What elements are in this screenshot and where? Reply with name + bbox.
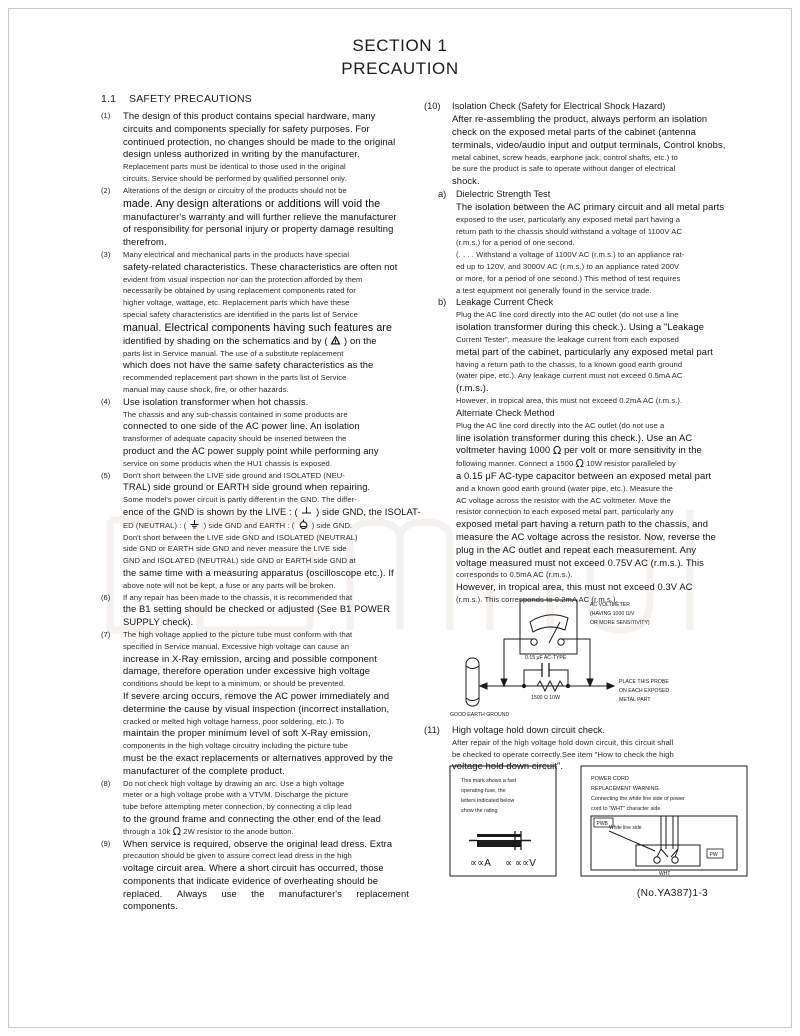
text-line: having a return path to the chassis, to a known good earth ground bbox=[456, 359, 683, 369]
text-line: When service is required, observe the original lead dress. Extra bbox=[123, 837, 393, 849]
text-line: maintain the proper minimum level of soft X-Ray emission, bbox=[123, 727, 371, 739]
power-cord-title-1: POWER CORD bbox=[591, 776, 629, 782]
text-line: therefrom. bbox=[123, 236, 167, 248]
text-line: line isolation transformer during this check.). Use an AC bbox=[456, 431, 693, 443]
text-line: following manner. Connect a 1500 Ω 10W resistor paralleled by bbox=[456, 457, 676, 471]
fuse-mark-box bbox=[450, 766, 556, 876]
text-line: The chassis and any sub-chassis contained in some products are bbox=[123, 409, 348, 419]
text-line: The high voltage applied to the picture tube must conform with that bbox=[123, 629, 353, 639]
numbered-item bbox=[101, 629, 409, 778]
numbered-item bbox=[438, 188, 732, 296]
text-line: necessarily be obtained by using replacement components rated for bbox=[123, 286, 356, 296]
text-line: manufacturer of the complete product. bbox=[123, 764, 285, 776]
text-line: (r.m.s.) for a period of one second. bbox=[456, 238, 575, 248]
item-body bbox=[101, 778, 409, 838]
text-line: determine the cause by visual inspection (incorrect installation, bbox=[123, 702, 390, 714]
text-line: The design of this product contains special hardware, many bbox=[123, 110, 376, 121]
text-line: isolation transformer during this check.). Using a "Leakage bbox=[456, 321, 705, 333]
item-body bbox=[101, 249, 409, 396]
numbered-item bbox=[424, 100, 732, 188]
isolated-ground-icon bbox=[188, 519, 201, 530]
text-line: cracked or melted high voltage harness, poor soldering, etc.). To bbox=[123, 716, 344, 726]
text-line: After repair of the high voltage hold down circuit, this circuit shall bbox=[452, 737, 674, 747]
text-line: Alterations of the design or circuitry of the products should not be bbox=[123, 185, 347, 195]
item-marker: (2) bbox=[101, 185, 111, 195]
text-line: damage, therefore operation under excessive high voltage bbox=[123, 665, 371, 677]
item-body bbox=[101, 185, 409, 249]
text-line: AC voltage across the resistor with the AC voltmeter. Move the bbox=[456, 495, 671, 505]
fuse-text-3: letters indicated below bbox=[461, 798, 515, 804]
diagram-label-ground: GOOD EARTH GROUND bbox=[450, 712, 510, 718]
text-line: components in the high voltage circuitry including the picture tube bbox=[123, 741, 349, 751]
text-line: metal cabinet, screw heads, earphone jack, control shafts, etc.) to bbox=[452, 152, 678, 162]
text-line: evident from visual inspection nor can the protection afforded by them bbox=[123, 274, 363, 284]
power-cord-title-2: REPLACEMENT WARNING. bbox=[591, 786, 661, 792]
diagram-label-probe-2: ON EACH EXPOSED bbox=[619, 688, 670, 694]
text-line: of responsibility for personal injury or property damage resulting bbox=[123, 223, 394, 235]
text-line: Replacement parts must be identical to those used in the original bbox=[123, 162, 346, 172]
earth-ground-icon bbox=[297, 519, 310, 530]
item-heading: Alternate Check Method bbox=[456, 407, 555, 418]
item-marker: a) bbox=[438, 188, 447, 199]
text-line: precaution should be given to assure correct lead dress in the high bbox=[123, 851, 352, 861]
text-line: the same time with a measuring apparatus (oscilloscope etc.). If bbox=[123, 566, 394, 578]
text-line: ence of the GND is shown by the LIVE : ( ) side GND, the ISOLAT- bbox=[123, 505, 421, 517]
text-line: SUPPLY check). bbox=[123, 616, 194, 628]
item-body bbox=[101, 396, 409, 470]
numbered-item bbox=[101, 396, 409, 470]
text-line: corresponds to 0.5mA AC (r.m.s.). bbox=[456, 570, 573, 580]
section-title-line1: SECTION 1 bbox=[352, 36, 448, 55]
text-line: circuits. Service should be performed by qualified personnel only. bbox=[123, 173, 347, 183]
text-line: above note will not be kept, a fuse or any parts will be broken. bbox=[123, 580, 336, 590]
text-line: metal part of the cabinet, particularly any exposed metal part bbox=[456, 345, 714, 357]
item-body bbox=[438, 407, 732, 606]
power-cord-box bbox=[581, 766, 747, 877]
text-line: Some model's power circuit is partly different in the GND. The differ- bbox=[123, 495, 357, 505]
text-line: plug in the AC outlet and repeat each measurement. Any bbox=[456, 543, 697, 555]
text-line: Many electrical and mechanical parts in the products have special bbox=[123, 249, 350, 259]
item-body bbox=[101, 110, 409, 185]
section-heading-text: SAFETY PRECAUTIONS bbox=[129, 93, 253, 105]
text-line: side GND or EARTH side GND and never measure the LIVE side bbox=[123, 544, 347, 554]
text-line: components that indicate evidence of overheating should be bbox=[123, 874, 379, 886]
diagram-label-voltmeter-1: AC VOLTMETER bbox=[590, 602, 630, 608]
item-body bbox=[438, 296, 732, 406]
numbered-item bbox=[438, 296, 732, 406]
text-line: design unless authorized in writing by the manufacturer. bbox=[123, 148, 360, 160]
numbered-item bbox=[101, 249, 409, 396]
text-line: terminals, video/audio input and output terminals, Control knobs, bbox=[452, 138, 726, 150]
text-line: parts list in Service manual. The use of a substitute replacement bbox=[123, 348, 344, 358]
text-line: The isolation between the AC primary circuit and all metal parts bbox=[456, 200, 725, 212]
fuse-text-4: show the rating bbox=[461, 808, 498, 814]
diagram-label-resistor: 1500 Ω 10W bbox=[531, 695, 560, 701]
power-cord-body-2: cord to "WHT" character side. bbox=[591, 806, 662, 812]
white-line-label: White line side bbox=[609, 825, 642, 831]
item-heading: High voltage hold down circuit check. bbox=[452, 724, 605, 735]
item-marker: (1) bbox=[101, 111, 111, 120]
text-line: transformer of adequate capacity should be inserted between the bbox=[123, 434, 347, 444]
item-body bbox=[101, 592, 409, 629]
text-line: However, in tropical area, this must not exceed 0.3V AC bbox=[456, 581, 693, 593]
text-line: connected to one side of the AC power line. An isolation bbox=[123, 420, 360, 432]
text-line: (. . . . Withstand a voltage of 1100V AC (r.m.s.) to an appliance rat- bbox=[456, 250, 685, 260]
section-number: 1.1 bbox=[101, 93, 117, 105]
item-body bbox=[424, 100, 732, 188]
left-column bbox=[101, 110, 421, 913]
page-footer: (No.YA387)1-3 bbox=[636, 888, 708, 899]
text-line: manufacturer's warranty and will further relieve the manufacturer bbox=[123, 210, 397, 222]
text-line: voltage hold down circuit". bbox=[452, 760, 564, 772]
item-marker: (6) bbox=[101, 592, 111, 602]
text-line: Do not check high voltage by drawing an arc. Use a high voltage bbox=[123, 778, 345, 788]
text-line: shock. bbox=[452, 175, 480, 187]
text-line: be checked to operate correctly.See item "How to check the high bbox=[452, 749, 674, 759]
item-body bbox=[438, 188, 732, 296]
item-marker: (4) bbox=[101, 396, 111, 406]
text-line: return path to the chassis should withstand a voltage of 1100V AC bbox=[456, 226, 682, 236]
text-line: (water pipe, etc.). Any leakage current must not exceed 0.5mA AC bbox=[456, 371, 683, 381]
numbered-item bbox=[101, 778, 409, 838]
text-line: recommended replacement part shown in the parts list of Service bbox=[123, 373, 347, 383]
page-title bbox=[0, 34, 800, 80]
text-line: (r.m.s.). bbox=[456, 382, 489, 394]
text-line: TRAL) side ground or EARTH side ground when repairing. bbox=[123, 481, 371, 493]
numbered-item bbox=[101, 110, 409, 185]
fuse-text-1: This mark shows a fast bbox=[461, 778, 517, 784]
text-line: a test equipment not generally found in the service trade. bbox=[456, 285, 652, 295]
diagram-label-probe-1: PLACE THIS PROBE bbox=[619, 679, 669, 685]
pw-label: PW bbox=[709, 852, 718, 858]
text-line: Don't short between the LIVE side ground and ISOLATED (NEU- bbox=[123, 470, 345, 480]
text-line: check on the exposed metal parts of the cabinet (antenna bbox=[452, 126, 696, 137]
text-line: replaced. Always use the manufacturer's replacement bbox=[123, 887, 409, 899]
numbered-item bbox=[438, 407, 732, 606]
text-line: made. Any design alterations or additions will void the bbox=[123, 197, 381, 210]
leakage-test-diagram bbox=[432, 596, 752, 724]
diagram-label-probe-3: METAL PART bbox=[619, 697, 651, 703]
warning-triangle-icon bbox=[330, 335, 341, 345]
text-line: GND and ISOLATED (NEUTRAL) side GND or EARTH side GND at bbox=[123, 556, 356, 566]
item-body bbox=[101, 470, 421, 592]
pwb-label: PWB bbox=[596, 821, 608, 827]
text-line: exposed metal part having a return path to the chassis, and bbox=[456, 518, 709, 530]
numbered-item bbox=[101, 470, 421, 592]
item-marker: (8) bbox=[101, 778, 111, 788]
text-line: resistor connection to each exposed metal part, particularly any bbox=[456, 507, 674, 517]
fuse-symbol bbox=[469, 831, 531, 850]
text-line: (r.m.s.). This corresponds to 0.2mA AC (r.m.s.). bbox=[456, 594, 618, 604]
text-line: tube before attempting meter connection, by connecting a clip lead bbox=[123, 802, 352, 812]
text-line: must be the exact replacements or alternatives approved by the bbox=[123, 751, 394, 763]
text-line: Don't short between the LIVE side GND and ISOLATED (NEUTRAL) bbox=[123, 532, 358, 542]
text-line: service on some products when the HU1 chassis is exposed. bbox=[123, 458, 333, 468]
text-line: the B1 setting should be checked or adjusted (See B1 POWER bbox=[123, 603, 391, 615]
text-line: ed up to 120V, and 3000V AC (r.m.s.) to an appliance rated 200V bbox=[456, 261, 680, 271]
text-line: However, in tropical area, this must not exceed 0.2mA AC (r.m.s.). bbox=[456, 395, 683, 405]
text-line: conditions should be kept to a minimum, or should be prevented. bbox=[123, 679, 346, 689]
item-marker: (9) bbox=[101, 838, 111, 848]
text-line: continued protection, no changes should be made to the original bbox=[123, 135, 396, 147]
text-line: measure the AC voltage across the resistor. Now, reverse the bbox=[456, 530, 716, 542]
bottom-figure-boxes bbox=[449, 765, 749, 877]
text-line: voltage measured must not exceed 0.75V AC (r.m.s.). This bbox=[456, 556, 704, 568]
text-line: If any repair has been made to the chassis, it is recommended that bbox=[123, 592, 353, 602]
section-title-line2: PRECAUTION bbox=[341, 59, 459, 78]
text-line: Plug the AC line cord directly into the AC outlet (do not use a line bbox=[456, 310, 679, 320]
text-line: identified by shading on the schematics and by ( ) on the bbox=[123, 334, 377, 346]
text-line: circuits and components specially for safety purposes. For bbox=[123, 122, 370, 134]
text-line: product and the AC power supply point while performing any bbox=[123, 445, 379, 456]
item-heading: Leakage Current Check bbox=[456, 297, 554, 308]
ohm-icon: Ω bbox=[172, 824, 182, 838]
text-line: a 0.15 μF AC-type capacitor between an exposed metal part bbox=[456, 469, 712, 481]
text-line: special safety characteristics are identified in the parts list of Service bbox=[123, 309, 358, 319]
numbered-item bbox=[101, 592, 409, 629]
section-heading bbox=[101, 93, 252, 105]
sub-item-a bbox=[424, 188, 732, 296]
text-line: to the ground frame and connecting the other end of the lead bbox=[123, 812, 381, 824]
item-marker: (10) bbox=[424, 101, 441, 111]
text-line: voltage circuit area. Where a short circuit has occurred, those bbox=[123, 862, 384, 874]
diagram-label-voltmeter-2: (HAVING 1000 Ω/V bbox=[590, 611, 635, 617]
text-line: Use isolation transformer when hot chassis. bbox=[123, 395, 309, 407]
text-line: meter or a high voltage probe with a VTVM. Discharge the picture bbox=[123, 790, 349, 800]
text-line: Current Tester", measure the leakage current from each exposed bbox=[456, 334, 679, 344]
text-line: be sure the product is safe to operate without danger of electrical bbox=[452, 164, 676, 174]
text-line: manual. Electrical components having such features are bbox=[123, 321, 392, 334]
text-line: specified in Service manual. Excessive high voltage can cause an bbox=[123, 641, 350, 651]
text-line: increase in X-Ray emission, arcing and possible component bbox=[123, 652, 377, 664]
text-line: ED (NEUTRAL) : ( ) side GND and EARTH : ( ) side GND. bbox=[123, 520, 353, 530]
fuse-rating-amp: ∝∝A bbox=[470, 858, 491, 869]
live-ground-icon bbox=[300, 506, 313, 517]
fuse-rating-volt: ∝ ∝∝V bbox=[505, 858, 536, 869]
numbered-item bbox=[101, 185, 409, 249]
text-line: safety-related characteristics. These characteristics are often not bbox=[123, 260, 398, 272]
power-cord-body-1: Connecting the white line side of power bbox=[591, 796, 685, 802]
text-line: exposed to the user, particularly any exposed metal part having a bbox=[456, 214, 681, 224]
text-line: manual may cause shock, fire, or other hazards. bbox=[123, 385, 289, 395]
item-marker: (3) bbox=[101, 249, 111, 259]
sub-item-b bbox=[424, 296, 732, 406]
text-line: voltmeter having 1000 Ω per volt or more sensitivity in the bbox=[456, 444, 702, 458]
text-line: or more, for a period of one second.) This method of test requires bbox=[456, 273, 681, 283]
text-line: If severe arcing occurs, remove the AC power immediately and bbox=[123, 689, 390, 701]
item-heading: Dielectric Strength Test bbox=[456, 188, 551, 199]
text-line: Plug the AC line cord directly into the AC outlet (do not use a bbox=[456, 420, 665, 430]
ohm-icon: Ω bbox=[552, 444, 562, 458]
wht-label: WHT bbox=[659, 871, 671, 877]
text-line: and a known good earth ground (water pipe, etc.). Measure the bbox=[456, 483, 673, 493]
item-marker: (7) bbox=[101, 629, 111, 639]
item-marker: b) bbox=[438, 297, 447, 308]
item-marker: (11) bbox=[424, 724, 440, 735]
text-line: After re-assembling the product, always perform an isolation bbox=[452, 113, 708, 125]
ohm-icon: Ω bbox=[575, 457, 584, 471]
text-line: components. bbox=[123, 900, 178, 912]
text-line: higher voltage, wattage, etc. Replacement parts which have these bbox=[123, 298, 350, 308]
diagram-label-voltmeter-3: OR MORE SENSITIVITY) bbox=[590, 620, 650, 626]
alternate-check-method bbox=[424, 407, 732, 606]
item-body bbox=[101, 629, 409, 778]
text-line: which does not have the same safety characteristics as the bbox=[123, 359, 374, 371]
item-marker: (5) bbox=[101, 470, 111, 480]
fuse-text-2: operating fuse, the bbox=[461, 788, 506, 794]
text-line: through a 10k Ω 2W resistor to the anode button. bbox=[123, 824, 294, 838]
item-body bbox=[101, 838, 409, 914]
numbered-item bbox=[101, 838, 409, 914]
item-heading: Isolation Check (Safety for Electrical Shock Hazard) bbox=[452, 101, 666, 111]
diagram-label-capacitor: 0.15 μF AC-TYPE bbox=[525, 655, 567, 661]
